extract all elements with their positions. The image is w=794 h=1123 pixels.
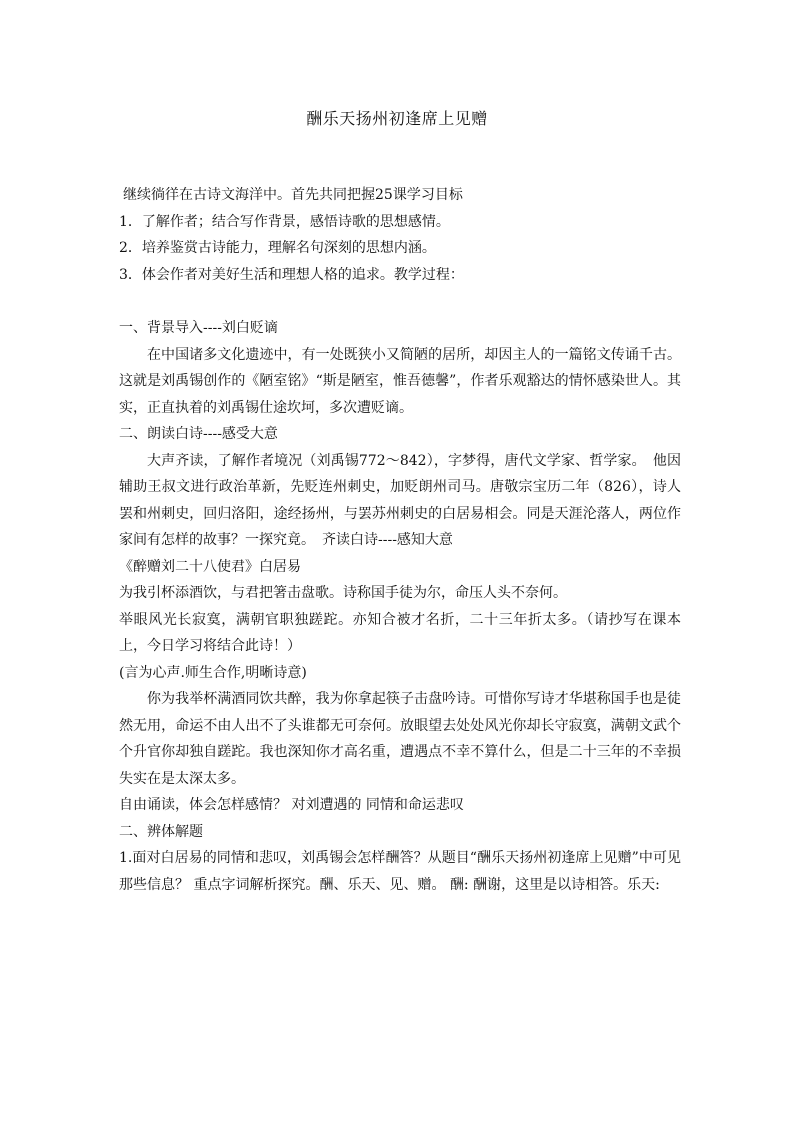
intro-paragraph: 继续徜徉在古诗文海洋中。首先共同把握25课学习目标 [123,187,463,203]
poem-line: 举眼风光长寂寞，满朝官职独蹉跎。亦知合被才名折，二十三年折太多。（请抄写在课本上，今日学习将结合此诗！） [119,611,681,654]
document-body [119,182,681,898]
section-heading-genre: 二、辨体解题 [119,823,203,840]
page-title: 酬乐天扬州初逢席上见赠 [306,109,488,128]
poem-title: 《醉赠刘二十八使君》白居易 [119,558,301,575]
spacer [119,288,681,315]
background-paragraph: 在中国诸多文化遗迹中，有一处既狭小又简陋的居所，却因主人的一篇铭文传诵千古。这就是刘禹锡创作的《陋室铭》“斯是陋室，惟吾德馨”，作者乐观豁达的情怀感染世人。其实，正直执着的刘禹锡仕途坎坷，多次遭贬谪。 [119,346,681,416]
learning-goal-2: 2．培养鉴赏古诗能力，理解名句深刻的思想内涵。 [119,240,436,256]
section-heading-background: 一、背景导入----刘白贬谪 [119,320,278,336]
recite-line: 自由诵读，体会怎样感情？ 对刘遭遇的 同情和命运悲叹 [119,797,464,813]
learning-goal-3: 3．体会作者对美好生活和理想人格的追求。教学过程： [119,266,464,283]
title-analysis-paragraph: 1.面对白居易的同情和悲叹，刘禹锡会怎样酬答？从题目“酬乐天扬州初逢席上见赠”中可见那些信息？ 重点字词解析探究。酬、乐天、见、赠。 酬: 酬谢，这里是以诗相答。乐天: [119,850,681,893]
section-heading-reading: 二、朗读白诗----感受大意 [119,426,278,442]
note-line: (言为心声.师生合作,明晰诗意) [119,664,307,681]
poem-line: 为我引杯添酒饮，与君把箸击盘歌。诗称国手徒为尔，命压人头不奈何。 [119,585,567,601]
translation-paragraph: 你为我举杯满酒同饮共醉，我为你拿起筷子击盘吟诗。可惜你写诗才华堪称国手也是徒然无用，命运不由人出不了头谁都无可奈何。放眼望去处处风光你却长守寂寞，满朝文武个个升官你却独自蹉跎。我也深知你才高名重，遭遇点不幸不算什么，但是二十三年的不幸损失实在是太深太多。 [119,691,681,787]
learning-goal-1: 1．了解作者；结合写作背景，感悟诗歌的思想感情。 [119,213,450,230]
author-context-paragraph: 大声齐读，了解作者境况（刘禹锡772～842），字梦得，唐代文学家、哲学家。 他因辅助王叔文进行政治革新，先贬连州刺史，加贬朗州司马。唐敬宗宝历二年（826），诗人罢和州刺史，回归洛阳，途经扬州，与罢苏州刺史的白居易相会。同是天涯沦落人，两位作家间有怎样的故事？一探究竟。 齐读白诗----感知大意 [119,452,681,548]
